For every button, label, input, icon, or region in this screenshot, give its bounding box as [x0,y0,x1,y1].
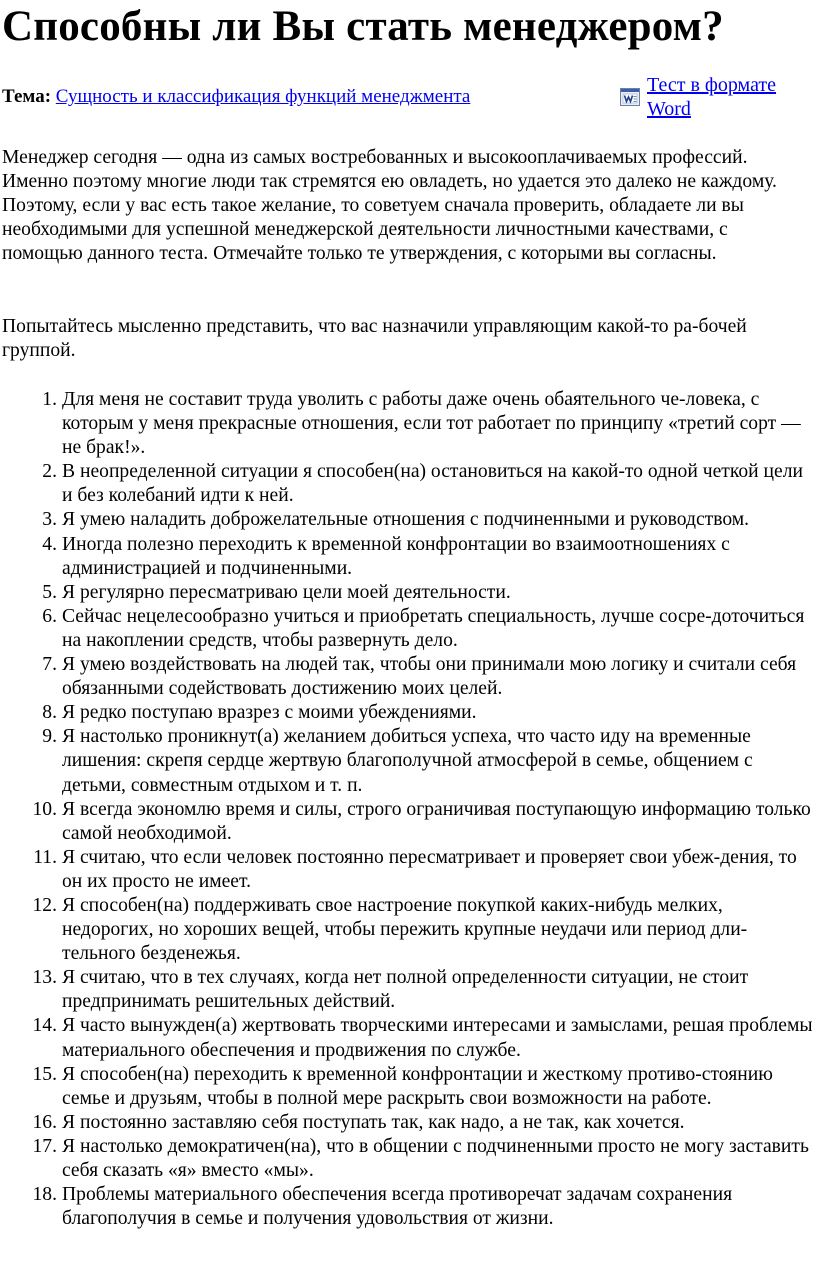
list-item [0,388,816,460]
item-number: 12. [32,894,57,916]
item-number: 8. [42,702,57,724]
item-number: 10. [32,798,57,820]
item-text: Я умею воздействовать на людей так, чтобы они принимали мою логику и считали себя обязанными содействовать достижению моих целей. [62,654,797,700]
list-item [0,701,816,725]
item-text: Я всегда экономлю время и силы, строго ограничивая поступающую информацию только самой необходимой. [62,798,811,844]
item-text: Я настолько проникнут(а) желанием добиться успеха, что часто иду на временные лишения: скрепя сердце жертвую благополучной атмосферой в семье, общением с детьми, совместным отдыхом и т. п. [62,726,753,796]
list-item [0,1014,816,1062]
word-document-icon[interactable] [620,88,640,106]
list-item [0,653,816,701]
item-text: Я способен(на) поддерживать свое настроение покупкой каких-нибудь мелких, недорогих, но хороших вещей, чтобы пережить крупные неудачи или период дли-тельного безденежья. [62,894,748,965]
word-format-link[interactable]: Тест в формате Word [647,74,777,120]
page-title: Способны ли Вы стать менеджером? [2,3,724,50]
topic-label: Тема: [2,86,52,107]
item-text: Я считаю, что если человек постоянно пересматривает и проверяет свои убеж-дения, то он их просто не имеет. [62,846,797,892]
list-item [0,846,816,894]
list-item [0,460,816,508]
item-text: Я настолько демократичен(на), что в общении с подчиненными просто не могу заставить себя сказать «я» вместо «мы». [62,1135,809,1181]
item-number: 9. [42,726,57,748]
item-number: 2. [42,461,57,483]
item-number: 14. [32,1015,57,1037]
topic-row [2,85,470,109]
statements-list [0,388,816,1231]
item-number: 16. [32,1111,57,1133]
item-number: 5. [42,581,57,603]
intro-paragraph: Менеджер сегодня — одна из самых востребованных и высокооплачиваемых профессий. Именно поэтому многие люди так стремятся ею овладеть, но удается это далеко не каждому. Поэтому, если у вас есть такое желание, то советуем сначала проверить, обладаете ли вы необходимыми для успешной менеджерской деятельности личностными качествами, с помощью данного теста. Отмечайте только те утверждения, с которыми вы согласны. [2,147,777,265]
item-number: 4. [42,533,57,555]
list-item [0,508,816,532]
list-item [0,798,816,846]
list-item [0,894,816,966]
list-item [0,533,816,581]
item-text: Я постоянно заставляю себя поступать так, как надо, а не так, как хочется. [62,1111,685,1133]
item-number: 18. [32,1184,57,1206]
list-item [0,1111,816,1135]
item-text: Я редко поступаю вразрез с моими убеждениями. [62,702,477,724]
item-text: Я часто вынужден(а) жертвовать творческими интересами и замыслами, решая проблемы материального обеспечения и продвижения по службе. [62,1015,813,1061]
item-text: Я умею наладить доброжелательные отношения с подчиненными и руководством. [62,509,750,531]
list-item [0,725,816,797]
list-item [0,1135,816,1183]
item-text: Я способен(на) переходить к временной конфронтации и жесткому противо-стоянию семье и друзьям, чтобы в полной мере раскрыть свои возможности на работе. [62,1063,773,1109]
item-text: Иногда полезно переходить к временной конфронтации во взаимоотношениях с администрацией и подчиненными. [62,533,730,579]
item-text: Я регулярно пересматриваю цели моей деятельности. [62,581,511,603]
item-text: Для меня не составит труда уволить с работы даже очень обаятельного че-ловека, с которым у меня прекрасные отношения, если тот работает по принципу «третий сорт — не брак!». [62,389,801,459]
list-item [0,1063,816,1111]
item-number: 11. [33,846,57,868]
item-text: Сейчас нецелесообразно учиться и приобретать специальность, лучше сосре-доточиться на накоплении средств, чтобы развернуть дело. [62,605,805,651]
item-text: Я считаю, что в тех случаях, когда нет полной определенности ситуации, не стоит предпринимать решительных действий. [62,967,749,1013]
item-number: 3. [42,509,57,531]
item-text: Проблемы материального обеспечения всегда противоречат задачам сохранения благополучия в семье и получения удовольствия от жизни. [62,1184,733,1230]
list-item [0,1183,816,1231]
item-number: 15. [32,1063,57,1085]
instruction-paragraph: Попытайтесь мысленно представить, что вас назначили управляющим какой-то ра-бочей группой. [2,316,747,362]
item-number: 17. [32,1135,57,1157]
list-item [0,581,816,605]
item-text: В неопределенной ситуации я способен(на) остановиться на какой-то одной четкой цели и без колебаний идти к ней. [62,461,804,507]
item-number: 6. [42,605,57,627]
item-number: 1. [42,389,57,410]
item-number: 7. [42,654,57,676]
topic-link[interactable]: Сущность и классификация функций менеджмента [55,86,471,107]
list-item [0,966,816,1014]
item-number: 13. [32,967,57,989]
list-item [0,605,816,653]
